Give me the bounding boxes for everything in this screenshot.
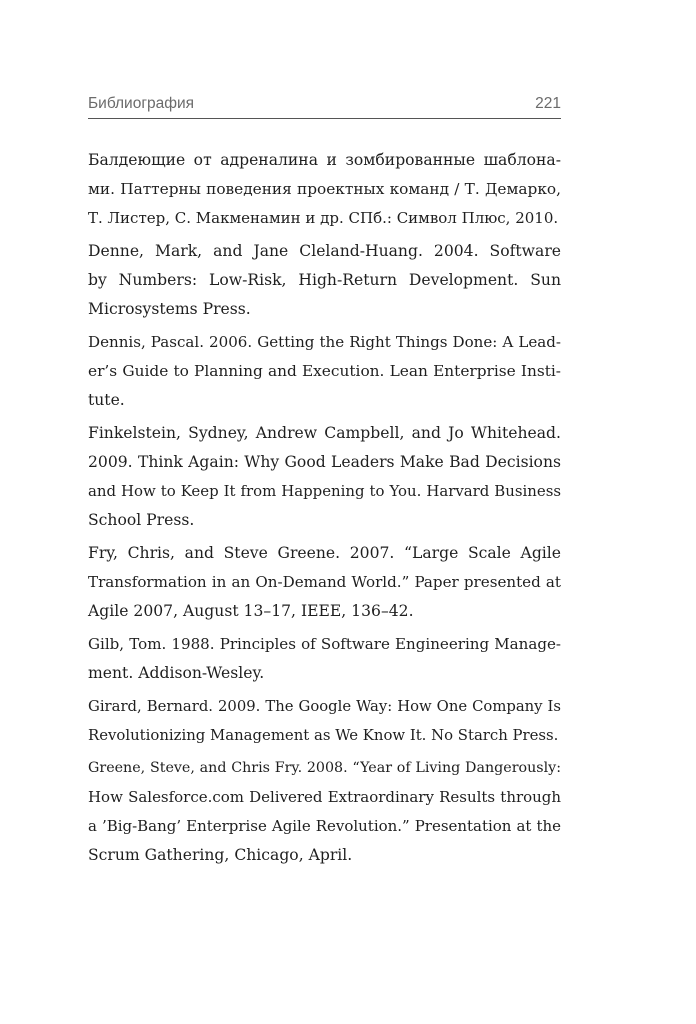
entry-line: Girard, Bernard. 2009. The Google Way: How One Company Is bbox=[88, 698, 561, 715]
entry-line: Greene, Steve, and Chris Fry. 2008. “Year of Living Dangerously: bbox=[88, 760, 561, 776]
bibliography-entry bbox=[88, 419, 561, 535]
entry-line: How Salesforce.com Delivered Extraordinary Results through bbox=[88, 788, 561, 806]
entry-line: Denne, Mark, and Jane Cleland-Huang. 2004. Software bbox=[88, 242, 561, 260]
entry-line: Fry, Chris, and Steve Greene. 2007. “Large Scale Agile bbox=[88, 544, 561, 562]
bibliography-entry bbox=[88, 630, 561, 688]
entry-line: er’s Guide to Planning and Execution. Lean Enterprise Insti- bbox=[88, 362, 561, 380]
entry-line: Dennis, Pascal. 2006. Getting the Right Things Done: A Lead- bbox=[88, 333, 561, 351]
bibliography-entry bbox=[88, 754, 561, 870]
entry-line: Балдеющие от адреналина и зомбированные шаблона- bbox=[88, 151, 561, 169]
entry-line: Revolutionizing Management as We Know It. No Starch Press. bbox=[88, 726, 559, 744]
bibliography-list bbox=[88, 146, 561, 874]
entry-line: Transformation in an On-Demand World.” Paper presented at bbox=[88, 573, 561, 591]
entry-line: Finkelstein, Sydney, Andrew Campbell, and Jo Whitehead. bbox=[88, 424, 561, 442]
entry-line: 2009. Think Again: Why Good Leaders Make Bad Decisions bbox=[88, 453, 561, 471]
entry-line: a ’Big-Bang’ Enterprise Agile Revolution.” Presentation at the bbox=[88, 817, 561, 835]
chapter-title: Библиография bbox=[88, 95, 195, 112]
entry-line: School Press. bbox=[88, 511, 195, 529]
entry-line: Agile 2007, August 13–17, IEEE, 136–42. bbox=[88, 602, 414, 620]
entry-line: ment. Addison-Wesley. bbox=[88, 664, 265, 682]
bibliography-entry bbox=[88, 237, 561, 324]
running-header bbox=[88, 94, 561, 119]
entry-line: by Numbers: Low-Risk, High-Return Development. Sun bbox=[88, 271, 561, 289]
bibliography-entry bbox=[88, 539, 561, 626]
page-number: 221 bbox=[535, 95, 561, 112]
entry-line: Scrum Gathering, Chicago, April. bbox=[88, 846, 353, 864]
entry-line: and How to Keep It from Happening to You. Harvard Business bbox=[88, 482, 561, 500]
entry-line: ми. Паттерны поведения проектных команд / Т. Демарко, bbox=[88, 180, 561, 198]
bibliography-entry bbox=[88, 692, 561, 750]
entry-line: Т. Листер, С. Макменамин и др. СПб.: Символ Плюс, 2010. bbox=[88, 209, 559, 227]
entry-line: Gilb, Tom. 1988. Principles of Software Engineering Manage- bbox=[88, 635, 561, 653]
bibliography-entry bbox=[88, 328, 561, 415]
entry-line: tute. bbox=[88, 391, 125, 409]
bibliography-entry bbox=[88, 146, 561, 233]
entry-line: Microsystems Press. bbox=[88, 300, 251, 318]
